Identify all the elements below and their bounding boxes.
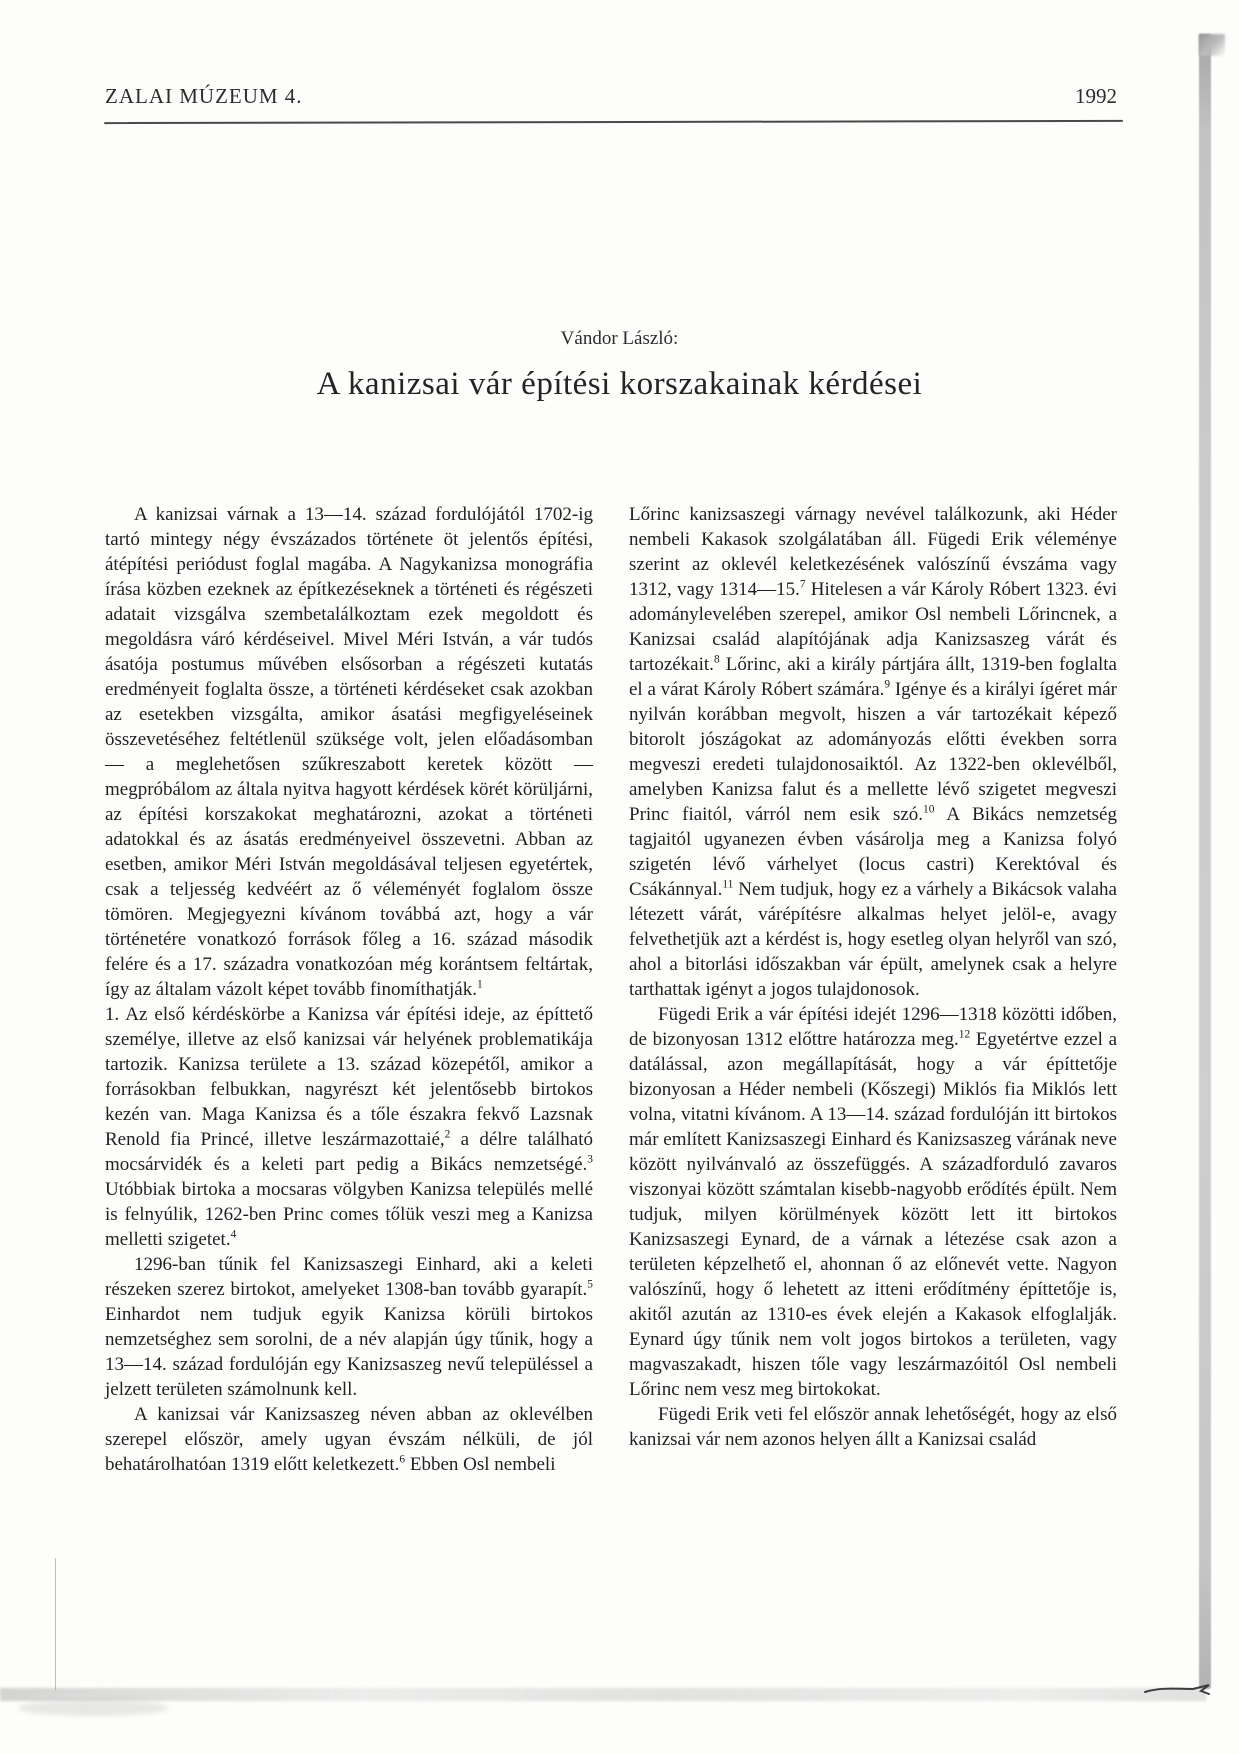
- footnote-marker: 9: [884, 678, 891, 691]
- footnote-marker: 2: [444, 1128, 451, 1141]
- footnote-marker: 5: [587, 1278, 593, 1291]
- paragraph: 1296-ban tűnik fel Kanizsaszegi Einhard, aki a keleti részeken szerez birtokot, amelyeket 1308-ban tovább gyarapít.$^5$ Einhardot nem tudjuk egyik Kanizsa körüli birtokos nemzetséghez sem sorolni, de a név alapján úgy tűnik, hogy a 13—14. század fordulóján egy Kanizsaszeg nevű településsel a jelzett területen számolnunk kell.: [105, 1254, 593, 1400]
- paragraph: A kanizsai várnak a 13—14. század fordulójától 1702-ig tartó mintegy négy évszázados története öt jelentős építési, átépítési periódust foglal magába. A Nagykanizsa monográfia írása közben ezeknek az építkezéseknek a történeti és régészeti adatait vizsgálva szembetalálkoztam ezek megoldott és megoldásra váró kérdéseivel. Mivel Méri István, a vár tudós ásatója postumus művében elsősorban a régészeti kutatás eredményeit foglalta össze, a történeti kérdéseket csak azokban az esetekben vizsgálta, amikor ásatási megfigyeléseinek összevetéséhez feltétlenül szüksége volt, jelen előadásomban — a meglehetősen szűkreszabott keretek között — megpróbálom az általa nyitva hagyott kérdések körét körüljárni, az építési korszakokat meghatározni, azokat a történeti adatokkal és az ásatás eredményeivel összevetni. Abban az esetben, amikor Méri István megoldásával teljesen egyetértek, csak a teljesség kedvéért az ő véleményét foglalom össze tömören. Megjegyezni kívánom továbbá azt, hogy a vár történetére vonatkozó források főleg a 16. század második felére és a 17. századra vonatkozóan még korántsem feltártak, így az általam vázolt képet tovább finomíthatják.$^1$: [105, 504, 593, 1000]
- page-year: 1992: [1075, 84, 1117, 108]
- footnote-marker: 11: [722, 878, 734, 891]
- left-column: [105, 502, 593, 1477]
- page-header: [105, 84, 1117, 109]
- article-title: A kanizsai vár építési korszakainak kérdései: [316, 366, 923, 402]
- footnote-marker: 7: [799, 578, 806, 591]
- paragraph: A kanizsai vár Kanizsaszeg néven abban az oklevélben szerepel először, amely ugyan évszám nélküli, de jól behatárolhatóan 1319 előtt keletkezett.$^6$ Ebben Osl nembeli: [105, 1404, 593, 1475]
- scan-edge-shadow: [1199, 34, 1211, 1689]
- footnote-marker: 12: [958, 1028, 971, 1041]
- article-body: [105, 502, 1117, 1477]
- footnote-marker: 1: [476, 978, 483, 991]
- paragraph: Fügedi Erik veti fel először annak lehetőségét, hogy az első kanizsai vár nem azonos helyen állt a Kanizsai család: [629, 1404, 1117, 1450]
- footnote-marker: 6: [399, 1453, 406, 1466]
- paragraph: Fügedi Erik a vár építési idejét 1296—1318 közötti időben, de bizonyosan 1312 előttre határozza meg.$^{12}$ Egyetértve ezzel a datálással, azon megállapítását, hogy a vár építtetője bizonyosan a Héder nembeli (Kőszegi) Miklós fia Miklós lett volna, vitatni kívánom. A 13—14. század fordulóján itt birtokos már említett Kanizsaszegi Einhard és Kanizsaszeg várának neve között nyilvánvaló az összefüggés. A századforduló zavaros viszonyai között számtalan kisebb-nagyobb erődítés épült. Nem tudjuk, milyen körülmények között lett itt birtokos Kanizsaszegi Eynard, de a várnak a létezése csak azon a területen képzelhető el, ahonnan ő az előnevét vette. Nagyon valószínű, hogy ő lehetett az itteni erődítmény építtetője is, akitől azután az 1310-es évek elején a Kakasok elfoglalják. Eynard úgy tűnik nem volt jogos birtokos a területen, vagy magvaszakadt, hiszen tőle vagy leszármazóitól Osl nembeli Lőrinc nem vesz meg birtokokat.: [629, 1004, 1117, 1400]
- footnote-marker: 3: [587, 1153, 593, 1166]
- scan-bottom-smudge-left: [18, 1700, 168, 1716]
- footnote-marker: 4: [230, 1228, 237, 1241]
- paragraph: 1. Az első kérdéskörbe a Kanizsa vár építési ideje, az építtető személye, illetve az első kanizsai vár helyének problematikája tartozik. Kanizsa területe a 13. század közepétől, amikor a forrásokban felbukkan, nagyrészt két jelentősebb birtokos kezén van. Maga Kanizsa és a tőle északra fekvő Lazsnak Renold fia Princé, illetve leszármazottaié,$^2$ a délre található mocsárvidék és a keleti part pedig a Bikács nemzetségé.$^3$ Utóbbiak birtoka a mocsaras völgyben Kanizsa település mellé is felnyúlik, 1262-ben Princ comes tőlük veszi meg a Kanizsa melletti szigetet.$^4$: [105, 1004, 593, 1250]
- footnote-marker: 10: [923, 803, 935, 816]
- paragraph: Lőrinc kanizsaszegi várnagy nevével találkozunk, aki Héder nembeli Kakasok szolgálatában áll. Fügedi Erik véleménye szerint az oklevél keletkezésének valószínű évszáma vagy 1312, vagy 1314—15.$^7$ Hitelesen a vár Károly Róbert 1323. évi adománylevelében szerepel, amikor Osl nembeli Lőrincnek, a Kanizsai család alapítójának adja Kanizsaszeg várát és tartozékait.$^8$ Lőrinc, aki a király pártjára állt, 1319-ben foglalta el a várat Károly Róbert számára.$^9$ Igénye és a királyi ígéret már nyilván korábban megvolt, hiszen a vár tartozékait képező bitorolt jószágokat az adományozás előtti években sorra megveszi eredeti tulajdonosaiktól. Az 1322-ben oklevélből, amelyben Kanizsa falut és a mellette lévő szigetet megveszi Princ fiaitól, várról nem esik szó.$^{10}$ A Bikács nemzetség tagjaitól ugyanezen évben vásárolja meg a Kanizsa folyó szigetén lévő várhelyet (locus castri) Kerektóval és Csákánnyal.$^{11}$ Nem tudjuk, hogy ez a várhely a Bikácsok valaha létezett várát, várépítésre alkalmas helyet jelöl-e, avagy felvethetjük azt a kérdést is, hogy esetleg olyan helyről van szó, ahol a bitorlási időszakban vár épült, amelynek csak a helyre tarthattak igényt a jogos tulajdonosok.: [629, 504, 1118, 1000]
- header-rule: [104, 120, 1123, 124]
- scan-fold-hairline: [55, 1558, 56, 1690]
- footnote-marker: 8: [713, 653, 720, 666]
- journal-title: ZALAI MÚZEUM 4.: [105, 84, 303, 108]
- article-author: Vándor László:: [560, 328, 679, 349]
- right-column: [629, 502, 1117, 1477]
- scan-edge-shadow-top: [1199, 34, 1225, 56]
- scan-bottom-smudge: [0, 1688, 1206, 1701]
- scan-corner-mark: [1143, 1672, 1213, 1702]
- article-heading: [0, 328, 1239, 403]
